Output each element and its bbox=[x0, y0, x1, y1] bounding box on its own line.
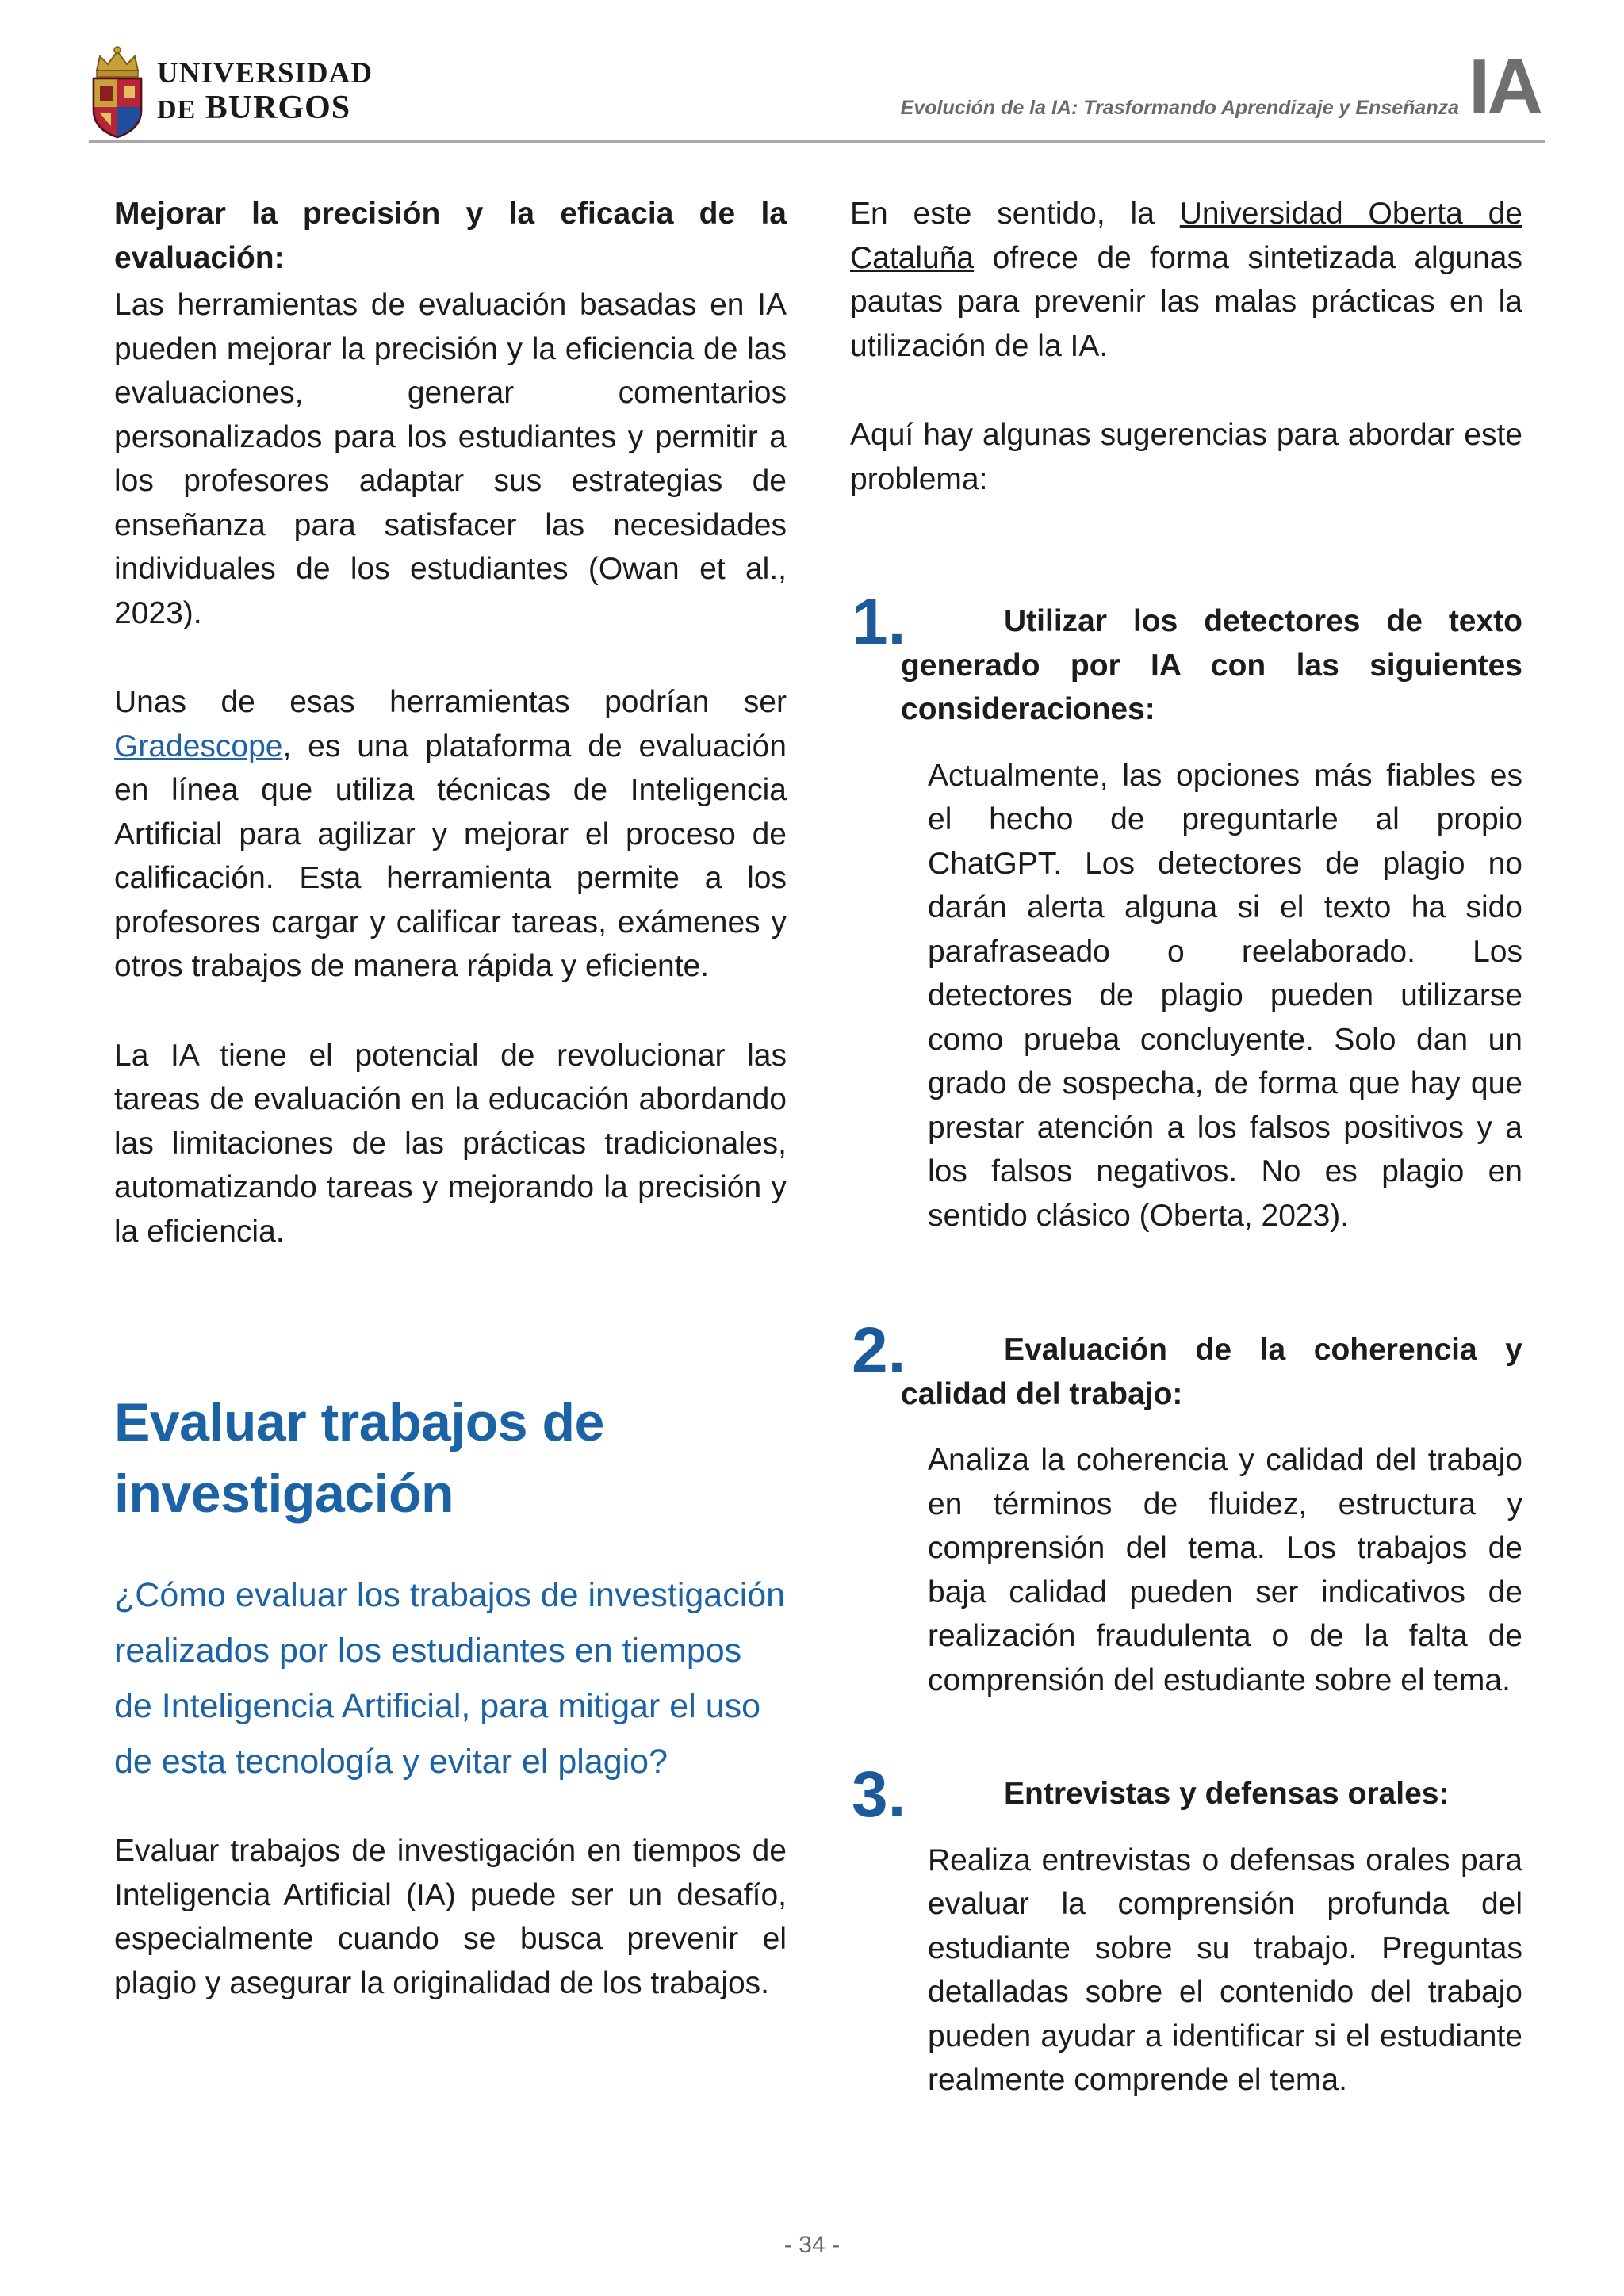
section-question: ¿Cómo evaluar los trabajos de investigación realizados por los estudiantes en tiempos de Inteligencia Artificial, para mitigar el uso de esta tecnología y evitar el plagio? bbox=[114, 1576, 786, 1781]
logo-burgos: BURGOS bbox=[205, 89, 351, 126]
item-title: Entrevistas y defensas orales: bbox=[1004, 1777, 1450, 1811]
university-logo bbox=[89, 40, 373, 143]
ia-logo-mark: IA bbox=[1469, 43, 1540, 130]
section-title: Evaluar trabajos de investigación bbox=[114, 1392, 604, 1524]
logo-line-2 bbox=[157, 91, 373, 124]
item-number: 1. bbox=[852, 586, 906, 658]
logo-line-1: UNIVERSIDAD bbox=[157, 56, 373, 90]
paragraph-sugerencias: Aquí hay algunas sugerencias para abordar este problema: bbox=[850, 418, 1522, 496]
item-title: Utilizar los detectores de texto generado por IA con las siguientes consideraciones: bbox=[901, 604, 1522, 726]
left-column bbox=[114, 192, 787, 2005]
university-crest-icon bbox=[89, 44, 146, 139]
running-title: Evolución de la IA: Trasformando Aprendizaje y Enseñanza bbox=[900, 97, 1459, 119]
item-body: Realiza entrevistas o defensas orales para evaluar la comprensión profunda del estudiante sobre su trabajo. Preguntas detalladas sobre el contenido del trabajo pueden ayudar a identificar si el estudiante realmente comprende el tema. bbox=[928, 1843, 1522, 2097]
paragraph-evaluar-trabajos: Evaluar trabajos de investigación en tiempos de Inteligencia Artificial (IA) puede ser un desafío, especialmente cuando se busca prevenir el plagio y asegurar la originalidad de los trabajos. bbox=[114, 1834, 787, 2000]
paragraph-uoc-start: En este sentido, la bbox=[850, 197, 1180, 231]
paragraph-uoc bbox=[850, 192, 1522, 368]
page-header bbox=[0, 0, 1624, 151]
right-column bbox=[850, 192, 1522, 2103]
paragraph-gradescope-end: , es una plataforma de evaluación en línea que utiliza técnicas de Inteligencia Artificial para agilizar y mejorar el proceso de calificación. Esta herramienta permite a los profesores cargar y calificar tareas, exámenes y otros trabajos de manera rápida y eficiente. bbox=[114, 729, 787, 983]
sub-heading-evaluacion: Mejorar la precisión y la eficacia de la evaluación: bbox=[114, 197, 787, 275]
item-body: Actualmente, las opciones más fiables es el hecho de preguntarle al propio ChatGPT. Los detectores de plagio no darán alerta alguna si el texto ha sido parafraseado o reelaborado. Los detectores de plagio pueden utilizarse como prueba concluyente. Solo dan un grado de sospecha, de forma que hay que prestar atención a los falsos positivos y a los falsos negativos. No es plagio en sentido clásico (Oberta, 2023). bbox=[928, 758, 1522, 1233]
paragraph-gradescope bbox=[114, 680, 787, 989]
university-name bbox=[157, 56, 373, 126]
paragraph-gradescope-start: Unas de esas herramientas podrían ser bbox=[114, 685, 787, 719]
paragraph-herramientas: Las herramientas de evaluación basadas en IA pueden mejorar la precisión y la eficiencia de las evaluaciones, generar comentarios personalizados para los estudiantes y permitir a los profesores adaptar sus estrategias de enseñanza para satisfacer las necesidades individuales de los estudiantes (Owan et al., 2023). bbox=[114, 288, 787, 630]
item-number: 3. bbox=[852, 1758, 906, 1831]
list-item bbox=[850, 1314, 1522, 1702]
uoc-link[interactable]: Universidad Oberta de Cataluña bbox=[850, 197, 1522, 275]
item-title: Evaluación de la coherencia y calidad del trabajo: bbox=[901, 1333, 1522, 1411]
item-body: Analiza la coherencia y calidad del trabajo en términos de fluidez, estructura y comprensión del tema. Los trabajos de baja calidad pueden ser indicativos de realización fraudulenta o de la falta de comprensión del estudiante sobre el tema. bbox=[928, 1443, 1522, 1697]
list-item bbox=[850, 1758, 1522, 2103]
paragraph-uoc-end: ofrece de forma sintetizada algunas pautas para prevenir las malas prácticas en la utilización de la IA. bbox=[850, 240, 1522, 363]
paragraph-potencial: La IA tiene el potencial de revolucionar las tareas de evaluación en la educación abordando las limitaciones de las prácticas tradicionales, automatizando tareas y mejorando la precisión y la eficiencia. bbox=[114, 1038, 787, 1249]
header-divider bbox=[89, 140, 1545, 143]
logo-de: DE bbox=[157, 94, 197, 124]
item-number: 2. bbox=[852, 1314, 906, 1387]
gradescope-link[interactable]: Gradescope bbox=[114, 729, 283, 763]
list-item bbox=[850, 586, 1522, 1238]
page-number: - 34 - bbox=[783, 2232, 841, 2258]
